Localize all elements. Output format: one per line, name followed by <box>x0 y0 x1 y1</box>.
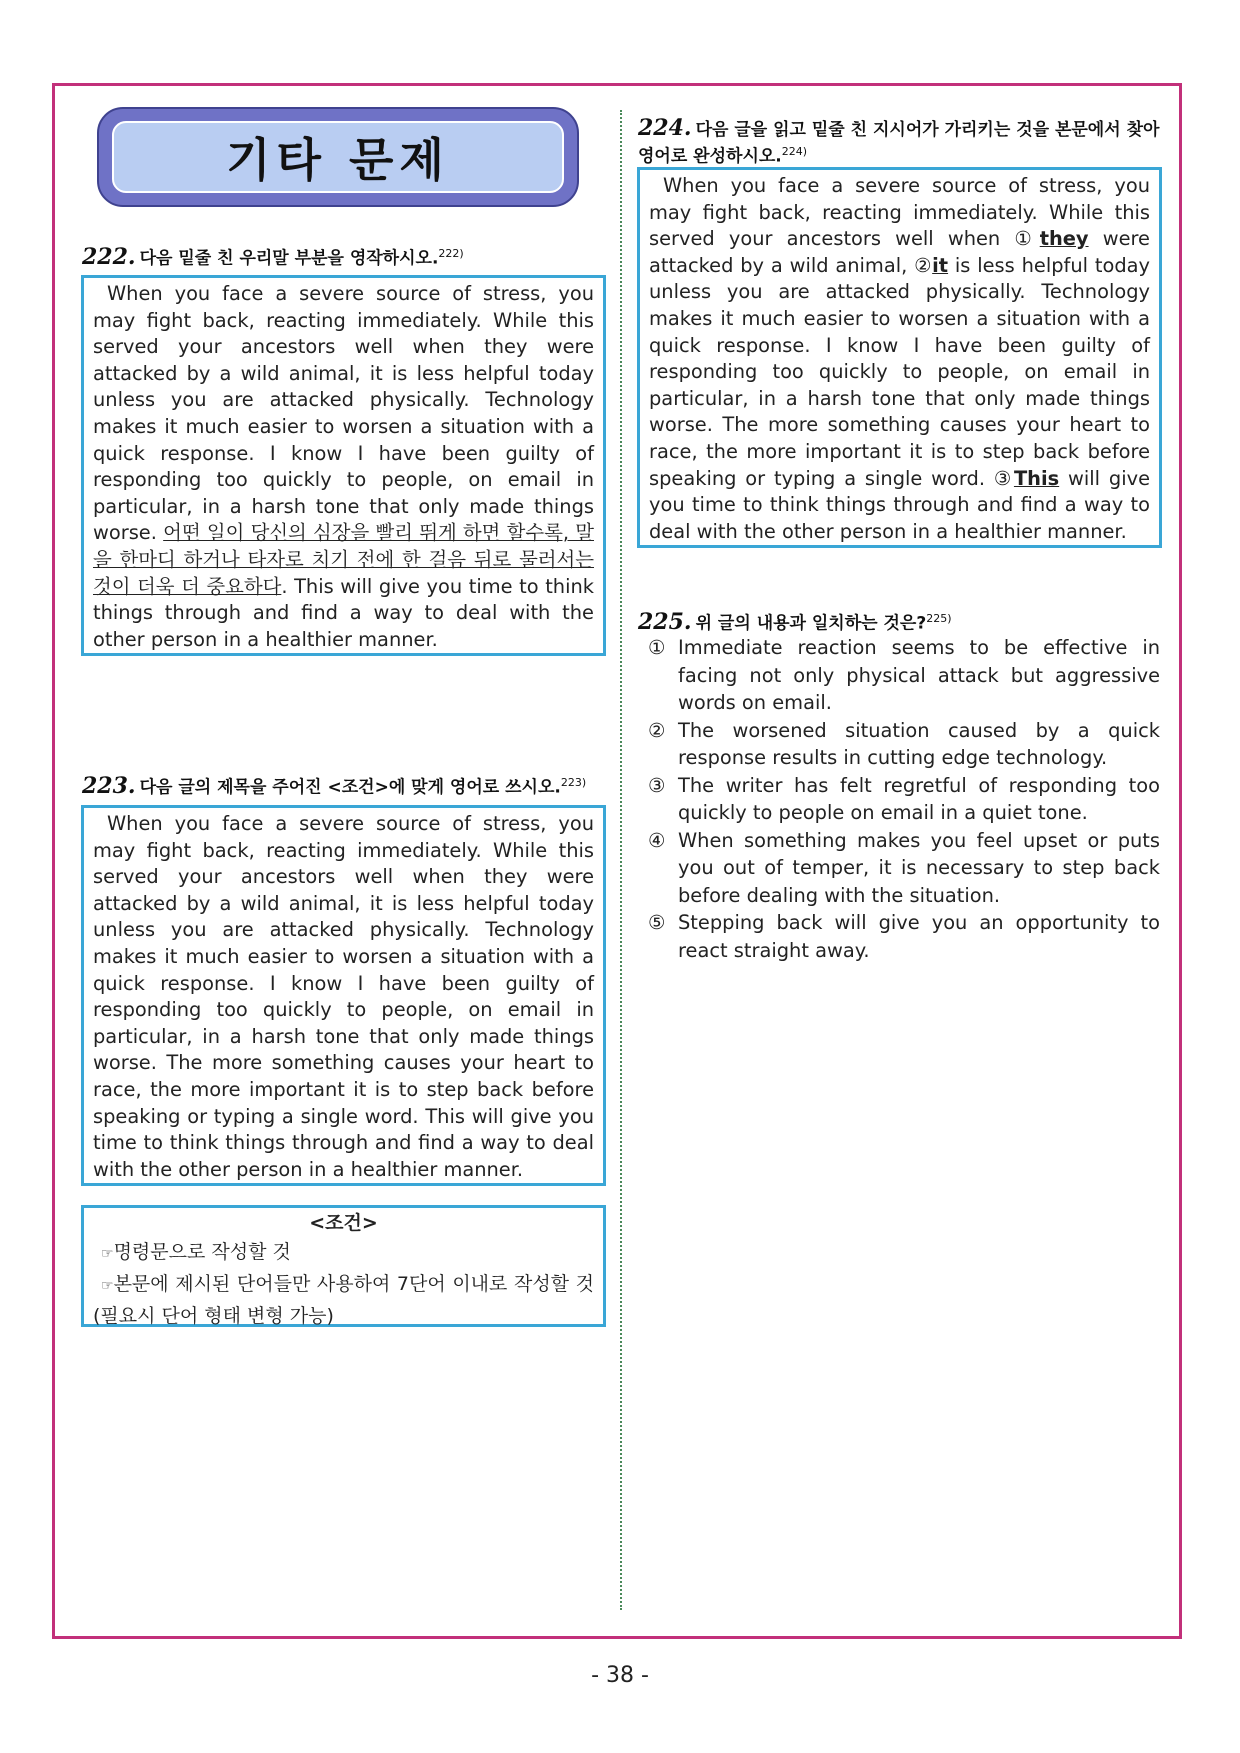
column-divider <box>620 110 622 1610</box>
marker-1: ① <box>1014 227 1040 251</box>
question-prompt: 다음 글의 제목을 주어진 <조건>에 맞게 영어로 쓰시오. <box>139 777 561 798</box>
question-number: 223. <box>82 772 136 799</box>
marker-3: ③ <box>993 466 1014 490</box>
page-number: - 38 - <box>591 1663 649 1688</box>
answer-choices <box>648 634 1160 964</box>
underlined-this: This <box>1013 466 1060 490</box>
question-225-heading <box>638 608 952 635</box>
choice-3[interactable]: ③ The writer has felt regretful of responding too quickly to people on email in a quiet tone. <box>648 773 1160 824</box>
underlined-it: it <box>932 253 949 277</box>
footnote-ref: 225) <box>926 612 952 625</box>
question-prompt: 다음 글을 읽고 밑줄 친 지시어가 가리키는 것을 본문에서 찾아 영어로 완성하시오. <box>638 120 1160 167</box>
condition-item: ☞본문에 제시된 단어들만 사용하여 7단어 이내로 작성할 것 (필요시 단어 형태 변형 가능) <box>93 1273 594 1327</box>
choice-1[interactable]: ① Immediate reaction seems to be effective in facing not only physical attack but aggressive words on email. <box>648 636 1160 714</box>
passage-before: When you face a severe source of stress, you may fight back, reacting immediately. While this served your ancestors well when they were attacked by a wild animal, it is less helpful today unless you are attacked physically. Technology makes it much easier to worsen a situation with a quick response. I know I have been guilty of responding too quickly to people, on email in particular, in a harsh tone that only made things worse. <box>93 282 594 545</box>
question-prompt: 위 글의 내용과 일치하는 것은? <box>695 613 927 634</box>
passage-text: When you face a severe source of stress, you may fight back, reacting immediately. While this served your ancestors well when they were attacked by a wild animal, it is less helpful today unless you are attacked physically. Technology makes it much easier to worsen a situation with a quick response. I know I have been guilty of responding too quickly to people, on email in particular, in a harsh tone that only made things worse. The more something causes your heart to race, the more important it is to step back before speaking or typing a single word. This will give you time to think things through and find a way to deal with the other person in a healthier manner. <box>93 812 594 1181</box>
conditions-title: <조건> <box>309 1212 378 1234</box>
footnote-ref: 222) <box>438 247 464 260</box>
question-number: 222. <box>82 243 136 270</box>
pointing-hand-icon: ☞ <box>101 1246 114 1262</box>
passage-text <box>93 281 594 653</box>
passage-after: . This will give you time to think things through and find a way to deal with the other person in a healthier manner. <box>93 574 594 651</box>
condition-item: ☞명령문으로 작성할 것 <box>101 1241 291 1263</box>
question-number: 225. <box>638 608 692 635</box>
question-number: 224. <box>638 115 692 141</box>
question-prompt: 다음 밑줄 친 우리말 부분을 영작하시오. <box>139 248 439 269</box>
passage-text: When you face a severe source of stress, you may fight back, reacting immediately. While this served your ancestors well when ①they were attacked by a wild animal, ②it is less helpful today unless you are attacked physically. Technology makes it much easier to worsen a situation with a quick response. I know I have been guilty of responding too quickly to people, on email in particular, in a harsh tone that only made things worse. The more something causes your heart to race, the more important it is to step back before speaking or typing a single word. ③This will give you time to think things through and find a way to deal with the other person in a healthier manner. <box>649 174 1150 543</box>
footnote-ref: 223) <box>560 776 587 789</box>
question-222-heading <box>82 243 464 270</box>
question-222-passage-box <box>81 275 606 656</box>
choice-2[interactable]: ② The worsened situation caused by a quick response results in cutting edge technology. <box>648 718 1160 769</box>
section-title-banner <box>97 107 579 207</box>
question-223-heading <box>82 772 586 799</box>
conditions-box <box>81 1205 606 1327</box>
question-224-heading <box>638 115 1160 168</box>
footnote-ref: 224) <box>781 145 808 158</box>
section-title: 기타 문제 <box>226 133 450 187</box>
marker-2: ② <box>914 253 933 277</box>
underlined-korean: 어떤 일이 당신의 심장을 빨리 뛰게 하면 할수록, 말을 한마디 하거나 타자로 치기 전에 한 걸음 뒤로 물러서는 것이 더욱 더 중요하다 <box>93 521 594 598</box>
choice-4[interactable]: ④ When something makes you feel upset or puts you out of temper, it is necessary to step back before dealing with the situation. <box>648 828 1160 907</box>
section-title-inner <box>112 121 564 193</box>
pointing-hand-icon: ☞ <box>101 1278 114 1294</box>
underlined-they: they <box>1039 227 1089 251</box>
choice-5[interactable]: ⑤ Stepping back will give you an opportunity to react straight away. <box>648 911 1160 962</box>
question-224-passage-box <box>637 167 1162 548</box>
question-223-passage-box <box>81 805 606 1186</box>
